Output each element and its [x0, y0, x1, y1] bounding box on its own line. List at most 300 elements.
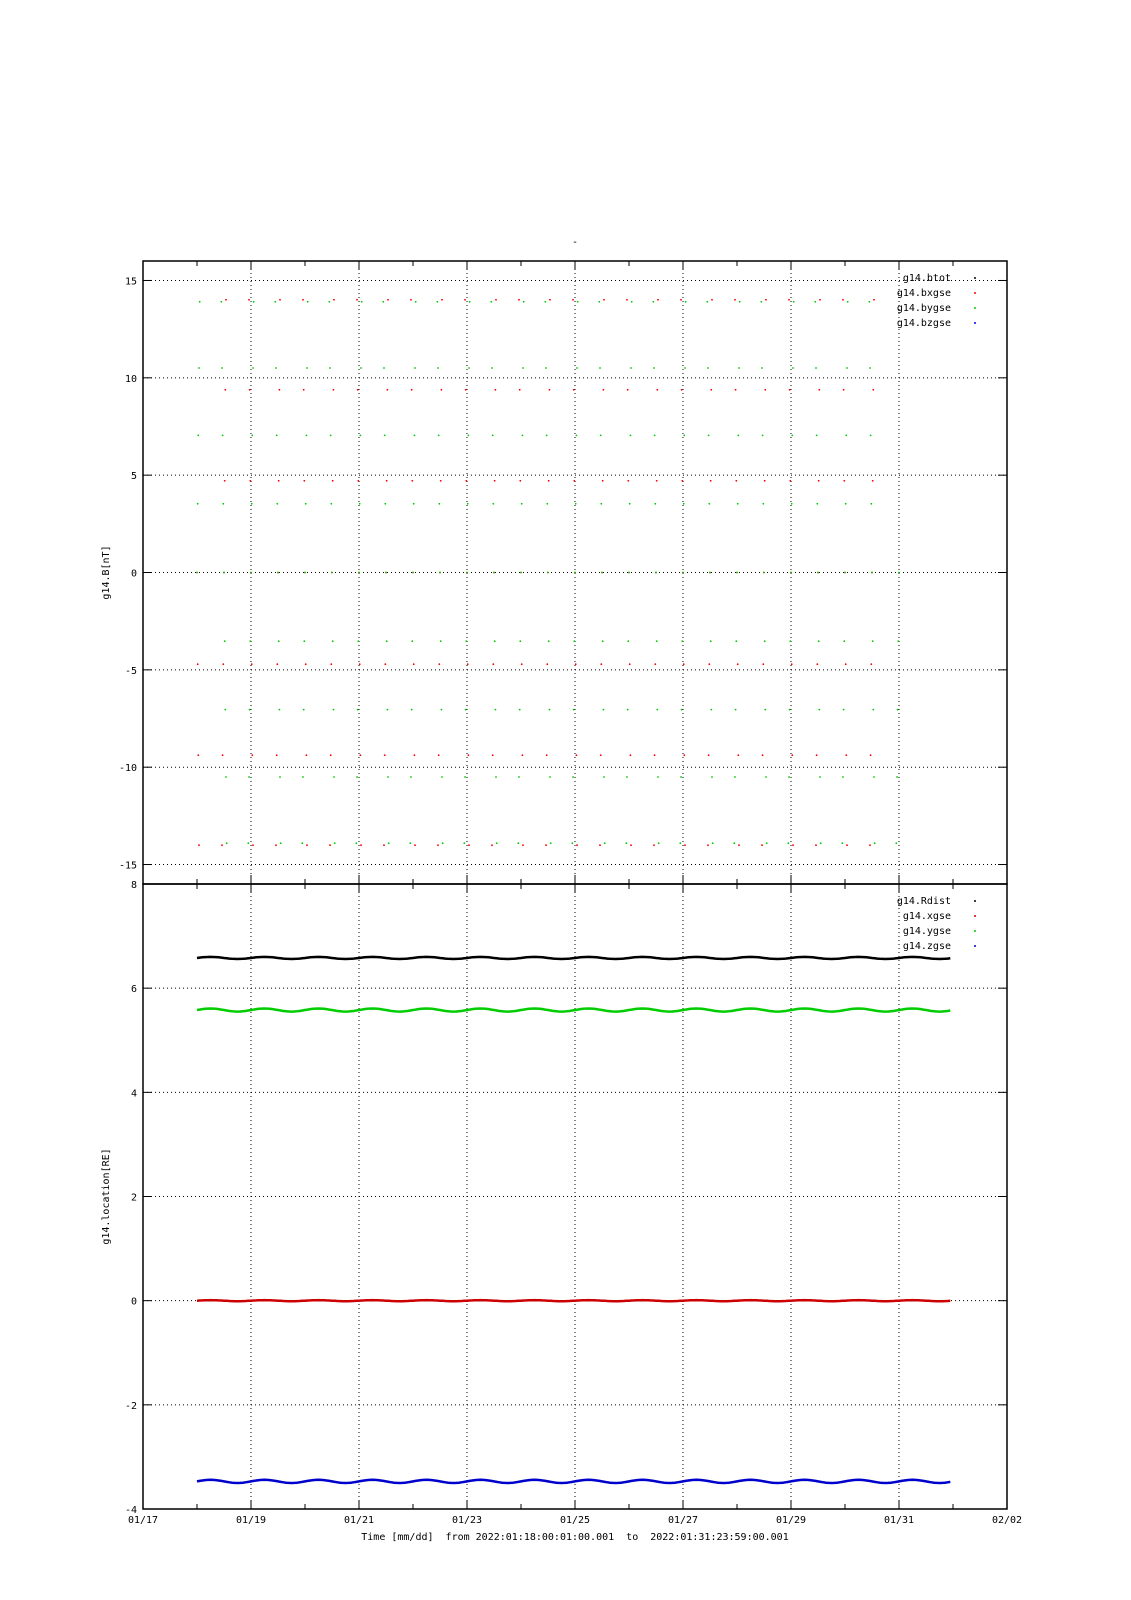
- data-point: [707, 844, 709, 846]
- data-point: [249, 709, 251, 711]
- data-point: [600, 663, 602, 665]
- data-point: [330, 435, 332, 437]
- data-point: [843, 709, 845, 711]
- data-point: [465, 389, 467, 391]
- data-point: [818, 709, 820, 711]
- data-point: [382, 301, 384, 303]
- data-point: [627, 709, 629, 711]
- data-point: [630, 754, 632, 756]
- data-point: [495, 389, 497, 391]
- data-point: [467, 663, 469, 665]
- data-point: [384, 435, 386, 437]
- data-point: [387, 389, 389, 391]
- data-point: [224, 709, 226, 711]
- x-tick-label: 01/25: [559, 1515, 591, 1526]
- data-point: [250, 572, 252, 574]
- x-tick-label: 01/21: [343, 1515, 375, 1526]
- data-point: [654, 663, 656, 665]
- y-tick-label: 2: [130, 1192, 137, 1204]
- data-point: [572, 299, 574, 301]
- data-point: [626, 776, 628, 778]
- data-point: [249, 640, 251, 642]
- data-point: [276, 663, 278, 665]
- data-point: [333, 776, 335, 778]
- data-point: [357, 389, 359, 391]
- data-point: [221, 844, 223, 846]
- data-point: [845, 663, 847, 665]
- data-point: [412, 572, 414, 574]
- data-point: [468, 435, 470, 437]
- data-point: [303, 709, 305, 711]
- data-point: [359, 503, 361, 505]
- data-point: [494, 640, 496, 642]
- data-point: [307, 301, 309, 303]
- data-point: [521, 663, 523, 665]
- data-point: [762, 663, 764, 665]
- data-point: [791, 435, 793, 437]
- data-point: [329, 367, 331, 369]
- y-tick-label: -15: [118, 860, 137, 872]
- data-point: [276, 435, 278, 437]
- data-point: [681, 389, 683, 391]
- data-point: [438, 435, 440, 437]
- data-point: [518, 776, 520, 778]
- data-point: [222, 435, 224, 437]
- data-point: [628, 572, 630, 574]
- data-point: [359, 663, 361, 665]
- data-point: [438, 503, 440, 505]
- data-point: [870, 503, 872, 505]
- data-point: [522, 367, 524, 369]
- data-point: [599, 844, 601, 846]
- data-point: [496, 842, 498, 844]
- data-point: [468, 844, 470, 846]
- legend-marker: [974, 915, 976, 917]
- data-point: [738, 844, 740, 846]
- data-point: [523, 301, 525, 303]
- data-point: [895, 842, 897, 844]
- data-point: [573, 480, 575, 482]
- data-point: [845, 754, 847, 756]
- data-point: [816, 663, 818, 665]
- data-point: [814, 301, 816, 303]
- data-point: [465, 709, 467, 711]
- data-point: [685, 301, 687, 303]
- data-point: [492, 754, 494, 756]
- data-point: [819, 776, 821, 778]
- data-point: [491, 844, 493, 846]
- data-point: [333, 709, 335, 711]
- data-point: [519, 709, 521, 711]
- data-point: [411, 480, 413, 482]
- data-point: [816, 503, 818, 505]
- data-point: [710, 480, 712, 482]
- data-point: [437, 367, 439, 369]
- data-point: [302, 299, 304, 301]
- data-point: [438, 754, 440, 756]
- data-point: [414, 754, 416, 756]
- data-point: [844, 572, 846, 574]
- data-point: [793, 301, 795, 303]
- data-point: [305, 663, 307, 665]
- data-point: [221, 367, 223, 369]
- data-point: [518, 299, 520, 301]
- data-point: [274, 301, 276, 303]
- data-point: [413, 663, 415, 665]
- data-point: [279, 709, 281, 711]
- data-point: [792, 844, 794, 846]
- data-point: [656, 709, 658, 711]
- data-point: [841, 842, 843, 844]
- data-point: [252, 844, 254, 846]
- data-point: [706, 301, 708, 303]
- data-point: [409, 842, 411, 844]
- data-point: [707, 367, 709, 369]
- legend-marker: [974, 900, 976, 902]
- data-point: [546, 754, 548, 756]
- data-point: [441, 389, 443, 391]
- data-point: [280, 842, 282, 844]
- location-series-line: [197, 1300, 950, 1301]
- data-point: [441, 776, 443, 778]
- data-point: [468, 367, 470, 369]
- data-point: [630, 435, 632, 437]
- data-point: [519, 640, 521, 642]
- data-point: [492, 503, 494, 505]
- data-point: [440, 480, 442, 482]
- data-point: [898, 572, 900, 574]
- data-point: [601, 572, 603, 574]
- data-point: [545, 367, 547, 369]
- data-point: [627, 640, 629, 642]
- data-point: [331, 572, 333, 574]
- data-point: [571, 842, 573, 844]
- data-point: [600, 754, 602, 756]
- data-point: [631, 301, 633, 303]
- data-point: [414, 435, 416, 437]
- data-point: [574, 572, 576, 574]
- data-point: [572, 776, 574, 778]
- magnetic-field-panel: [101, 261, 1007, 884]
- y-axis-label: g14.B[nT]: [101, 545, 112, 600]
- data-point: [279, 299, 281, 301]
- data-point: [549, 389, 551, 391]
- data-point: [306, 844, 308, 846]
- data-point: [248, 299, 250, 301]
- data-point: [413, 503, 415, 505]
- data-point: [301, 842, 303, 844]
- data-point: [735, 480, 737, 482]
- data-point: [330, 663, 332, 665]
- data-point: [442, 842, 444, 844]
- legend-label: g14.ygse: [902, 926, 951, 937]
- data-point: [735, 640, 737, 642]
- data-point: [871, 572, 873, 574]
- data-point: [603, 709, 605, 711]
- y-tick-label: 5: [130, 471, 137, 483]
- location-series-line: [197, 1009, 950, 1012]
- data-point: [654, 754, 656, 756]
- data-point: [845, 435, 847, 437]
- y-axis-label: g14.location[RE]: [101, 1148, 112, 1245]
- data-point: [224, 640, 226, 642]
- data-point: [414, 367, 416, 369]
- legend-label: g14.bzgse: [896, 318, 951, 329]
- data-point: [815, 367, 817, 369]
- data-point: [761, 367, 763, 369]
- y-tick-label: 4: [130, 1088, 137, 1100]
- legend-label: g14.btot: [902, 273, 951, 284]
- data-point: [765, 299, 767, 301]
- data-point: [845, 503, 847, 505]
- data-point: [625, 842, 627, 844]
- data-point: [441, 299, 443, 301]
- data-point: [198, 844, 200, 846]
- data-point: [251, 663, 253, 665]
- data-point: [655, 572, 657, 574]
- data-point: [818, 480, 820, 482]
- data-point: [360, 754, 362, 756]
- data-point: [629, 663, 631, 665]
- y-tick-label: 6: [130, 984, 137, 996]
- data-point: [761, 844, 763, 846]
- data-point: [846, 844, 848, 846]
- data-point: [654, 435, 656, 437]
- data-point: [411, 640, 413, 642]
- data-point: [410, 776, 412, 778]
- data-point: [576, 844, 578, 846]
- data-point: [708, 435, 710, 437]
- data-point: [384, 754, 386, 756]
- data-point: [495, 776, 497, 778]
- legend-label: g14.bygse: [896, 303, 951, 314]
- data-point: [305, 503, 307, 505]
- data-point: [735, 709, 737, 711]
- data-point: [197, 663, 199, 665]
- data-point: [868, 301, 870, 303]
- data-point: [764, 640, 766, 642]
- data-point: [490, 301, 492, 303]
- data-point: [252, 367, 254, 369]
- data-point: [657, 776, 659, 778]
- data-point: [602, 640, 604, 642]
- data-point: [843, 480, 845, 482]
- data-point: [599, 367, 601, 369]
- data-point: [545, 844, 547, 846]
- data-point: [278, 640, 280, 642]
- data-point: [247, 842, 249, 844]
- location-panel: [101, 880, 1022, 1526]
- data-point: [492, 663, 494, 665]
- data-point: [386, 640, 388, 642]
- data-point: [544, 301, 546, 303]
- data-point: [604, 842, 606, 844]
- data-point: [495, 709, 497, 711]
- data-point: [658, 842, 660, 844]
- data-point: [360, 435, 362, 437]
- y-tick-label: 0: [130, 568, 137, 580]
- data-point: [279, 389, 281, 391]
- data-point: [791, 503, 793, 505]
- data-point: [519, 389, 521, 391]
- data-point: [815, 844, 817, 846]
- data-point: [463, 842, 465, 844]
- data-point: [302, 776, 304, 778]
- data-point: [653, 367, 655, 369]
- data-point: [762, 754, 764, 756]
- data-point: [734, 776, 736, 778]
- y-tick-label: -5: [124, 665, 137, 677]
- location-series-line: [197, 1480, 950, 1483]
- data-point: [872, 709, 874, 711]
- data-point: [683, 435, 685, 437]
- data-point: [437, 844, 439, 846]
- legend-marker: [974, 307, 976, 309]
- data-point: [199, 301, 201, 303]
- data-point: [791, 754, 793, 756]
- data-point: [789, 389, 791, 391]
- data-point: [493, 572, 495, 574]
- data-point: [684, 844, 686, 846]
- data-point: [492, 435, 494, 437]
- x-tick-label: 01/19: [235, 1515, 267, 1526]
- data-point: [790, 572, 792, 574]
- data-point: [603, 776, 605, 778]
- data-point: [388, 842, 390, 844]
- data-point: [843, 640, 845, 642]
- data-point: [819, 299, 821, 301]
- data-point: [573, 640, 575, 642]
- legend-marker: [974, 322, 976, 324]
- data-point: [573, 709, 575, 711]
- data-point: [766, 842, 768, 844]
- data-point: [788, 299, 790, 301]
- x-tick-label: 02/02: [991, 1515, 1023, 1526]
- data-point: [760, 301, 762, 303]
- data-point: [656, 389, 658, 391]
- data-point: [603, 389, 605, 391]
- data-point: [683, 754, 685, 756]
- data-point: [820, 842, 822, 844]
- data-point: [249, 389, 251, 391]
- data-point: [711, 299, 713, 301]
- data-point: [708, 503, 710, 505]
- data-point: [361, 301, 363, 303]
- data-point: [465, 480, 467, 482]
- data-point: [657, 299, 659, 301]
- data-point: [711, 776, 713, 778]
- data-point: [253, 301, 255, 303]
- chart-title: -: [571, 237, 579, 248]
- data-point: [603, 299, 605, 301]
- data-point: [464, 776, 466, 778]
- data-point: [357, 480, 359, 482]
- data-point: [576, 435, 578, 437]
- data-point: [415, 301, 417, 303]
- data-point: [550, 842, 552, 844]
- data-point: [764, 709, 766, 711]
- data-point: [411, 709, 413, 711]
- data-point: [575, 663, 577, 665]
- data-point: [387, 776, 389, 778]
- data-point: [436, 301, 438, 303]
- data-point: [328, 301, 330, 303]
- x-axis-label: Time [mm/dd] from 2022:01:18:00:01:00.001 to 2022:01:31:23:59:00.001: [361, 1532, 789, 1543]
- data-point: [842, 299, 844, 301]
- legend-label: g14.xgse: [902, 911, 951, 922]
- data-point: [872, 640, 874, 642]
- data-point: [546, 503, 548, 505]
- data-point: [223, 572, 225, 574]
- data-point: [469, 301, 471, 303]
- data-point: [679, 842, 681, 844]
- data-point: [275, 844, 277, 846]
- data-point: [627, 480, 629, 482]
- data-point: [387, 299, 389, 301]
- x-tick-label: 01/29: [775, 1515, 807, 1526]
- data-point: [411, 389, 413, 391]
- data-point: [708, 754, 710, 756]
- data-point: [494, 480, 496, 482]
- data-point: [546, 663, 548, 665]
- data-point: [386, 480, 388, 482]
- data-point: [630, 844, 632, 846]
- data-point: [680, 299, 682, 301]
- data-point: [330, 754, 332, 756]
- data-point: [897, 640, 899, 642]
- y-tick-label: -2: [124, 1400, 137, 1412]
- legend-marker: [974, 277, 976, 279]
- data-point: [652, 301, 654, 303]
- data-point: [735, 389, 737, 391]
- data-point: [251, 503, 253, 505]
- data-point: [357, 640, 359, 642]
- data-point: [275, 367, 277, 369]
- data-point: [681, 640, 683, 642]
- data-point: [681, 709, 683, 711]
- data-point: [360, 367, 362, 369]
- data-point: [869, 844, 871, 846]
- data-point: [196, 572, 198, 574]
- data-point: [654, 503, 656, 505]
- data-point: [737, 663, 739, 665]
- data-point: [549, 709, 551, 711]
- data-point: [575, 503, 577, 505]
- data-point: [220, 301, 222, 303]
- data-point: [384, 663, 386, 665]
- data-point: [440, 640, 442, 642]
- data-point: [519, 480, 521, 482]
- data-point: [360, 844, 362, 846]
- data-point: [410, 299, 412, 301]
- data-point: [249, 480, 251, 482]
- data-point: [225, 776, 227, 778]
- data-point: [870, 663, 872, 665]
- data-point: [682, 572, 684, 574]
- data-point: [792, 367, 794, 369]
- data-point: [383, 367, 385, 369]
- data-point: [763, 572, 765, 574]
- data-point: [709, 572, 711, 574]
- location-series-line: [197, 957, 950, 959]
- data-point: [789, 480, 791, 482]
- data-point: [549, 776, 551, 778]
- data-point: [710, 640, 712, 642]
- y-tick-label: -4: [124, 1505, 137, 1516]
- data-point: [710, 389, 712, 391]
- data-point: [683, 503, 685, 505]
- data-point: [547, 572, 549, 574]
